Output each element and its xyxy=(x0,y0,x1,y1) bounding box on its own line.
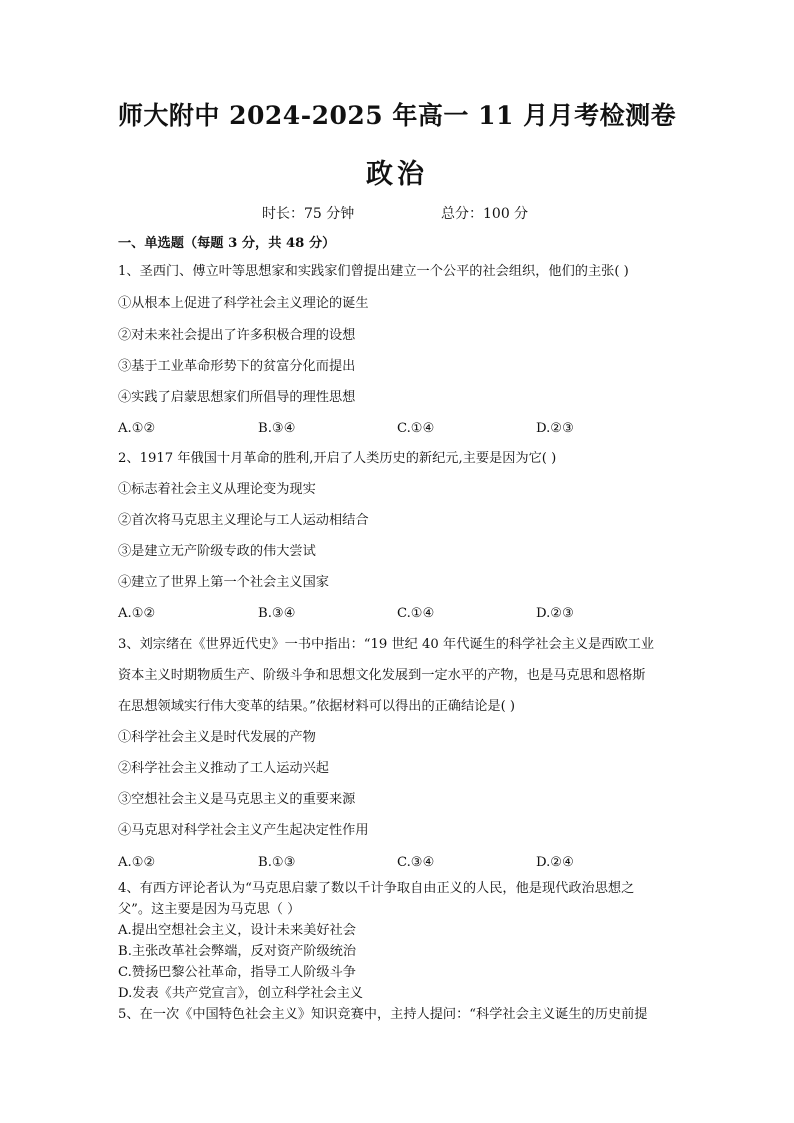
q3-stem-line: 资本主义时期物质生产、阶级斗争和思想文化发展到一定水平的产物，也是马克思和恩格斯 xyxy=(118,668,646,683)
q3-stem-line: 在思想领域实行伟大变革的结果。”依据材料可以得出的正确结论是( ) xyxy=(118,699,516,714)
q4-option-c: C.赞扬巴黎公社革命，指导工人阶级斗争 xyxy=(118,965,356,980)
q1-item: ④实践了启蒙思想家们所倡导的理性思想 xyxy=(118,390,356,405)
q4-option-a: A.提出空想社会主义，设计未来美好社会 xyxy=(118,923,356,938)
q3-item: ③空想社会主义是马克思主义的重要来源 xyxy=(118,792,356,807)
q1-option-d: D.②③ xyxy=(536,421,574,436)
q1-item: ③基于工业革命形势下的贫富分化而提出 xyxy=(118,359,356,374)
q1-option-b: B.③④ xyxy=(258,421,296,436)
q3-item: ①科学社会主义是时代发展的产物 xyxy=(118,730,316,745)
duration-label: 时长：75 分钟 xyxy=(262,206,355,222)
q2-stem: 2、1917 年俄国十月革命的胜利,开启了人类历史的新纪元,主要是因为它( ) xyxy=(118,451,557,466)
subject-title: 政治 xyxy=(366,159,428,190)
q2-option-c: C.①④ xyxy=(397,606,435,621)
q2-option-d: D.②③ xyxy=(536,606,574,621)
q3-option-b: B.①③ xyxy=(258,855,296,870)
q3-option-a: A.①② xyxy=(118,855,156,870)
q4-stem-line: 父”。这主要是因为马克思（ ） xyxy=(118,902,301,917)
q4-stem-line: 4、有西方评论者认为“马克思启蒙了数以千计争取自由正义的人民，他是现代政治思想之 xyxy=(118,881,635,896)
q1-stem: 1、圣西门、傅立叶等思想家和实践家们曾提出建立一个公平的社会组织，他们的主张( ) xyxy=(118,264,629,279)
q3-option-c: C.③④ xyxy=(397,855,435,870)
q1-item: ②对未来社会提出了许多积极合理的设想 xyxy=(118,328,356,343)
q2-item: ①标志着社会主义从理论变为现实 xyxy=(118,482,316,497)
total-score-label: 总分：100 分 xyxy=(441,206,529,222)
q3-item: ④马克思对科学社会主义产生起决定性作用 xyxy=(118,823,369,838)
q4-option-b: B.主张改革社会弊端，反对资产阶级统治 xyxy=(118,944,357,959)
exam-title: 师大附中 2024-2025 年高一 11 月月考检测卷 xyxy=(117,101,677,130)
q2-option-a: A.①② xyxy=(118,606,156,621)
q4-option-d: D.发表《共产党宣言》，创立科学社会主义 xyxy=(118,986,364,1001)
q3-stem-line: 3、刘宗绪在《世界近代史》一书中指出：“19 世纪 40 年代诞生的科学社会主义是西欧工业 xyxy=(118,637,655,652)
q1-option-a: A.①② xyxy=(118,421,156,436)
q2-item: ②首次将马克思主义理论与工人运动相结合 xyxy=(118,513,369,528)
section-heading: 一、单选题（每题 3 分，共 48 分） xyxy=(118,236,336,251)
q2-item: ③是建立无产阶级专政的伟大尝试 xyxy=(118,544,316,559)
q2-item: ④建立了世界上第一个社会主义国家 xyxy=(118,575,329,590)
q2-option-b: B.③④ xyxy=(258,606,296,621)
q1-option-c: C.①④ xyxy=(397,421,435,436)
q1-item: ①从根本上促进了科学社会主义理论的诞生 xyxy=(118,296,369,311)
q3-option-d: D.②④ xyxy=(536,855,574,870)
q5-stem: 5、在一次《中国特色社会主义》知识竞赛中，主持人提问：“科学社会主义诞生的历史前提 xyxy=(118,1007,648,1022)
q3-item: ②科学社会主义推动了工人运动兴起 xyxy=(118,761,329,776)
